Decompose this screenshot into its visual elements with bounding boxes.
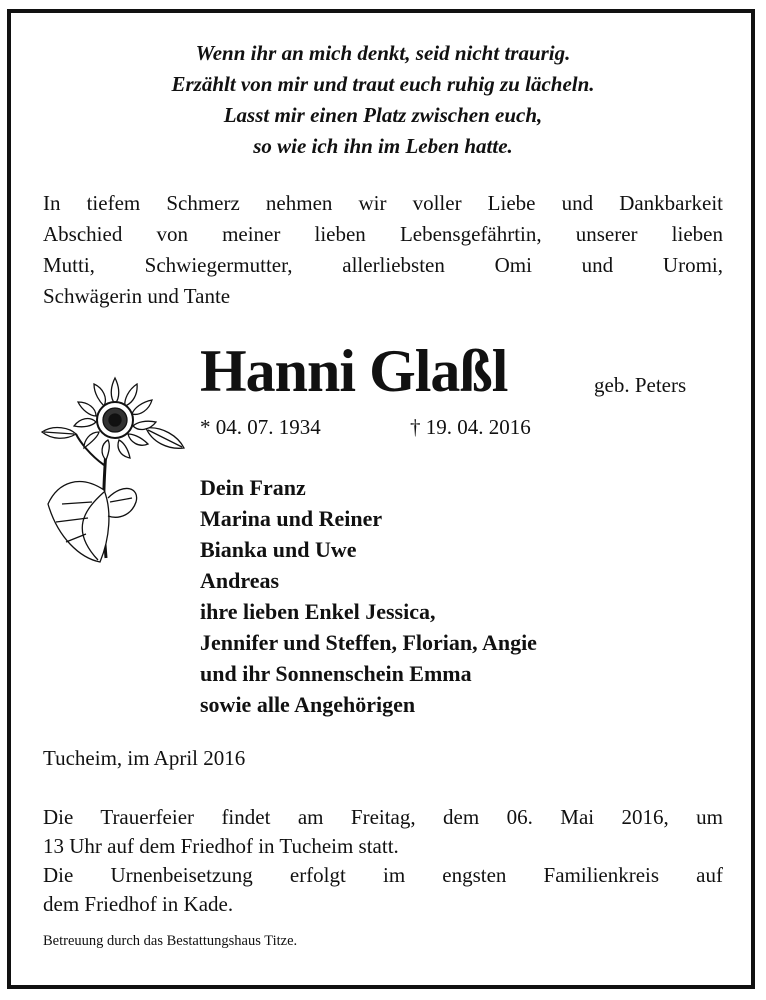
ceremony-line: Die Urnenbeisetzung erfolgt im engsten Familienkreis auf xyxy=(43,863,723,887)
place-date: Tucheim, im April 2016 xyxy=(43,746,246,770)
family-line: Dein Franz xyxy=(200,475,306,500)
poem-line: so wie ich ihn im Leben hatte. xyxy=(253,134,513,158)
sunflower-icon xyxy=(40,370,190,570)
family-line: Marina und Reiner xyxy=(200,506,383,531)
funeral-home-note: Betreuung durch das Bestattungshaus Titze. xyxy=(43,933,298,949)
intro-text xyxy=(43,188,723,312)
family-line: und ihr Sonnenschein Emma xyxy=(200,661,472,686)
maiden-name: geb. Peters xyxy=(594,373,687,397)
intro-line: Abschied von meiner lieben Lebensgefährtin, unserer lieben xyxy=(43,222,723,246)
ceremony-line: dem Friedhof in Kade. xyxy=(43,892,234,916)
family-line: Bianka und Uwe xyxy=(200,537,357,562)
intro-line: In tiefem Schmerz nehmen wir voller Liebe und Dankbarkeit xyxy=(43,191,723,215)
birth-date: * 04. 07. 1934 xyxy=(200,415,321,439)
family-line: Jennifer und Steffen, Florian, Angie xyxy=(200,630,537,655)
poem xyxy=(0,38,766,162)
intro-line: Mutti, Schwiegermutter, allerliebsten Omi und Uromi, xyxy=(43,253,723,277)
intro-line: Schwägerin und Tante xyxy=(43,284,231,308)
deceased-name: Hanni Glaßl xyxy=(200,338,508,404)
family-line: ihre lieben Enkel Jessica, xyxy=(200,599,436,624)
poem-line: Wenn ihr an mich denkt, seid nicht traurig. xyxy=(195,41,571,65)
family-list xyxy=(200,472,537,720)
death-date: † 19. 04. 2016 xyxy=(410,415,531,439)
ceremony-line: 13 Uhr auf dem Friedhof in Tucheim statt. xyxy=(43,834,399,858)
poem-line: Erzählt von mir und traut euch ruhig zu lächeln. xyxy=(171,72,595,96)
family-line: sowie alle Angehörigen xyxy=(200,692,416,717)
life-dates xyxy=(200,415,531,440)
ceremony-text xyxy=(43,803,723,919)
family-line: Andreas xyxy=(200,568,280,593)
poem-line: Lasst mir einen Platz zwischen euch, xyxy=(223,103,543,127)
ceremony-line: Die Trauerfeier findet am Freitag, dem 06. Mai 2016, um xyxy=(43,805,723,829)
